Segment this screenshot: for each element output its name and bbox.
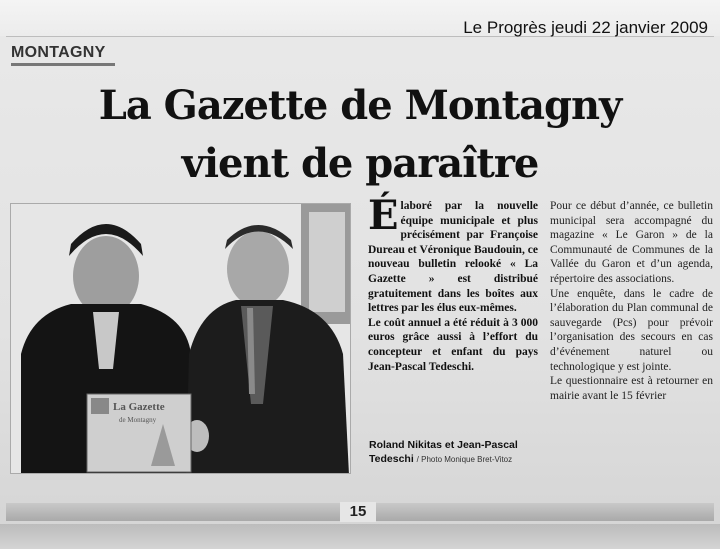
source-line: Le Progrès jeudi 22 janvier 2009 — [463, 18, 708, 37]
photo-credit: / Photo Monique Bret-Vitoz — [416, 455, 513, 464]
headline-line-2: vient de paraître — [181, 140, 539, 187]
paragraph-5: Le questionnaire est à retourner en mairie avant le 15 février — [550, 375, 713, 402]
page-number: 15 — [340, 502, 376, 522]
paragraph-2: Le coût annuel a été réduit à 3 000 euros grâce aussi à l’effort du concepteur et enfant du pays Jean-Pascal Tedeschi. — [368, 316, 538, 373]
article-photo — [10, 203, 351, 474]
paragraph-4: Une enquête, dans le cadre de l’élaboration du Plan communal de sauvegarde (Pcs) pour prévoir l’organisation des secours en cas d’événement naturel ou technologique y est jointe. — [550, 287, 713, 373]
article-column-1 — [368, 192, 538, 374]
photo-illustration — [11, 204, 351, 474]
photo-caption — [369, 438, 539, 467]
paragraph-3: Pour ce début d’année, ce bulletin municipal sera accompagné du magazine « Le Garon » de la Communauté de Communes de la Vallée du Garon et d’un agenda, répertoire des associations. — [550, 200, 713, 285]
headline-line-1: La Gazette de Montagny — [98, 82, 622, 129]
bottom-strip — [0, 524, 720, 549]
caption-names: Roland Nikitas et Jean-Pascal Tedeschi — [369, 439, 518, 465]
section-label: MONTAGNY — [11, 44, 106, 61]
magazine-cover-title: La Gazette — [113, 401, 165, 413]
section-underline — [11, 63, 115, 66]
dropcap: É — [368, 192, 399, 239]
article-column-2 — [550, 199, 713, 403]
paragraph-1: laboré par la nouvelle équipe municipale et plus précisément par Françoise Dureau et Véronique Baudouin, ce nouveau bulletin relooké « La Gazette » est distribué gratuitement dans les boîtes aux lettres par les élus eux-mêmes. — [368, 200, 538, 315]
magazine-cover-subtitle: de Montagny — [119, 416, 157, 424]
